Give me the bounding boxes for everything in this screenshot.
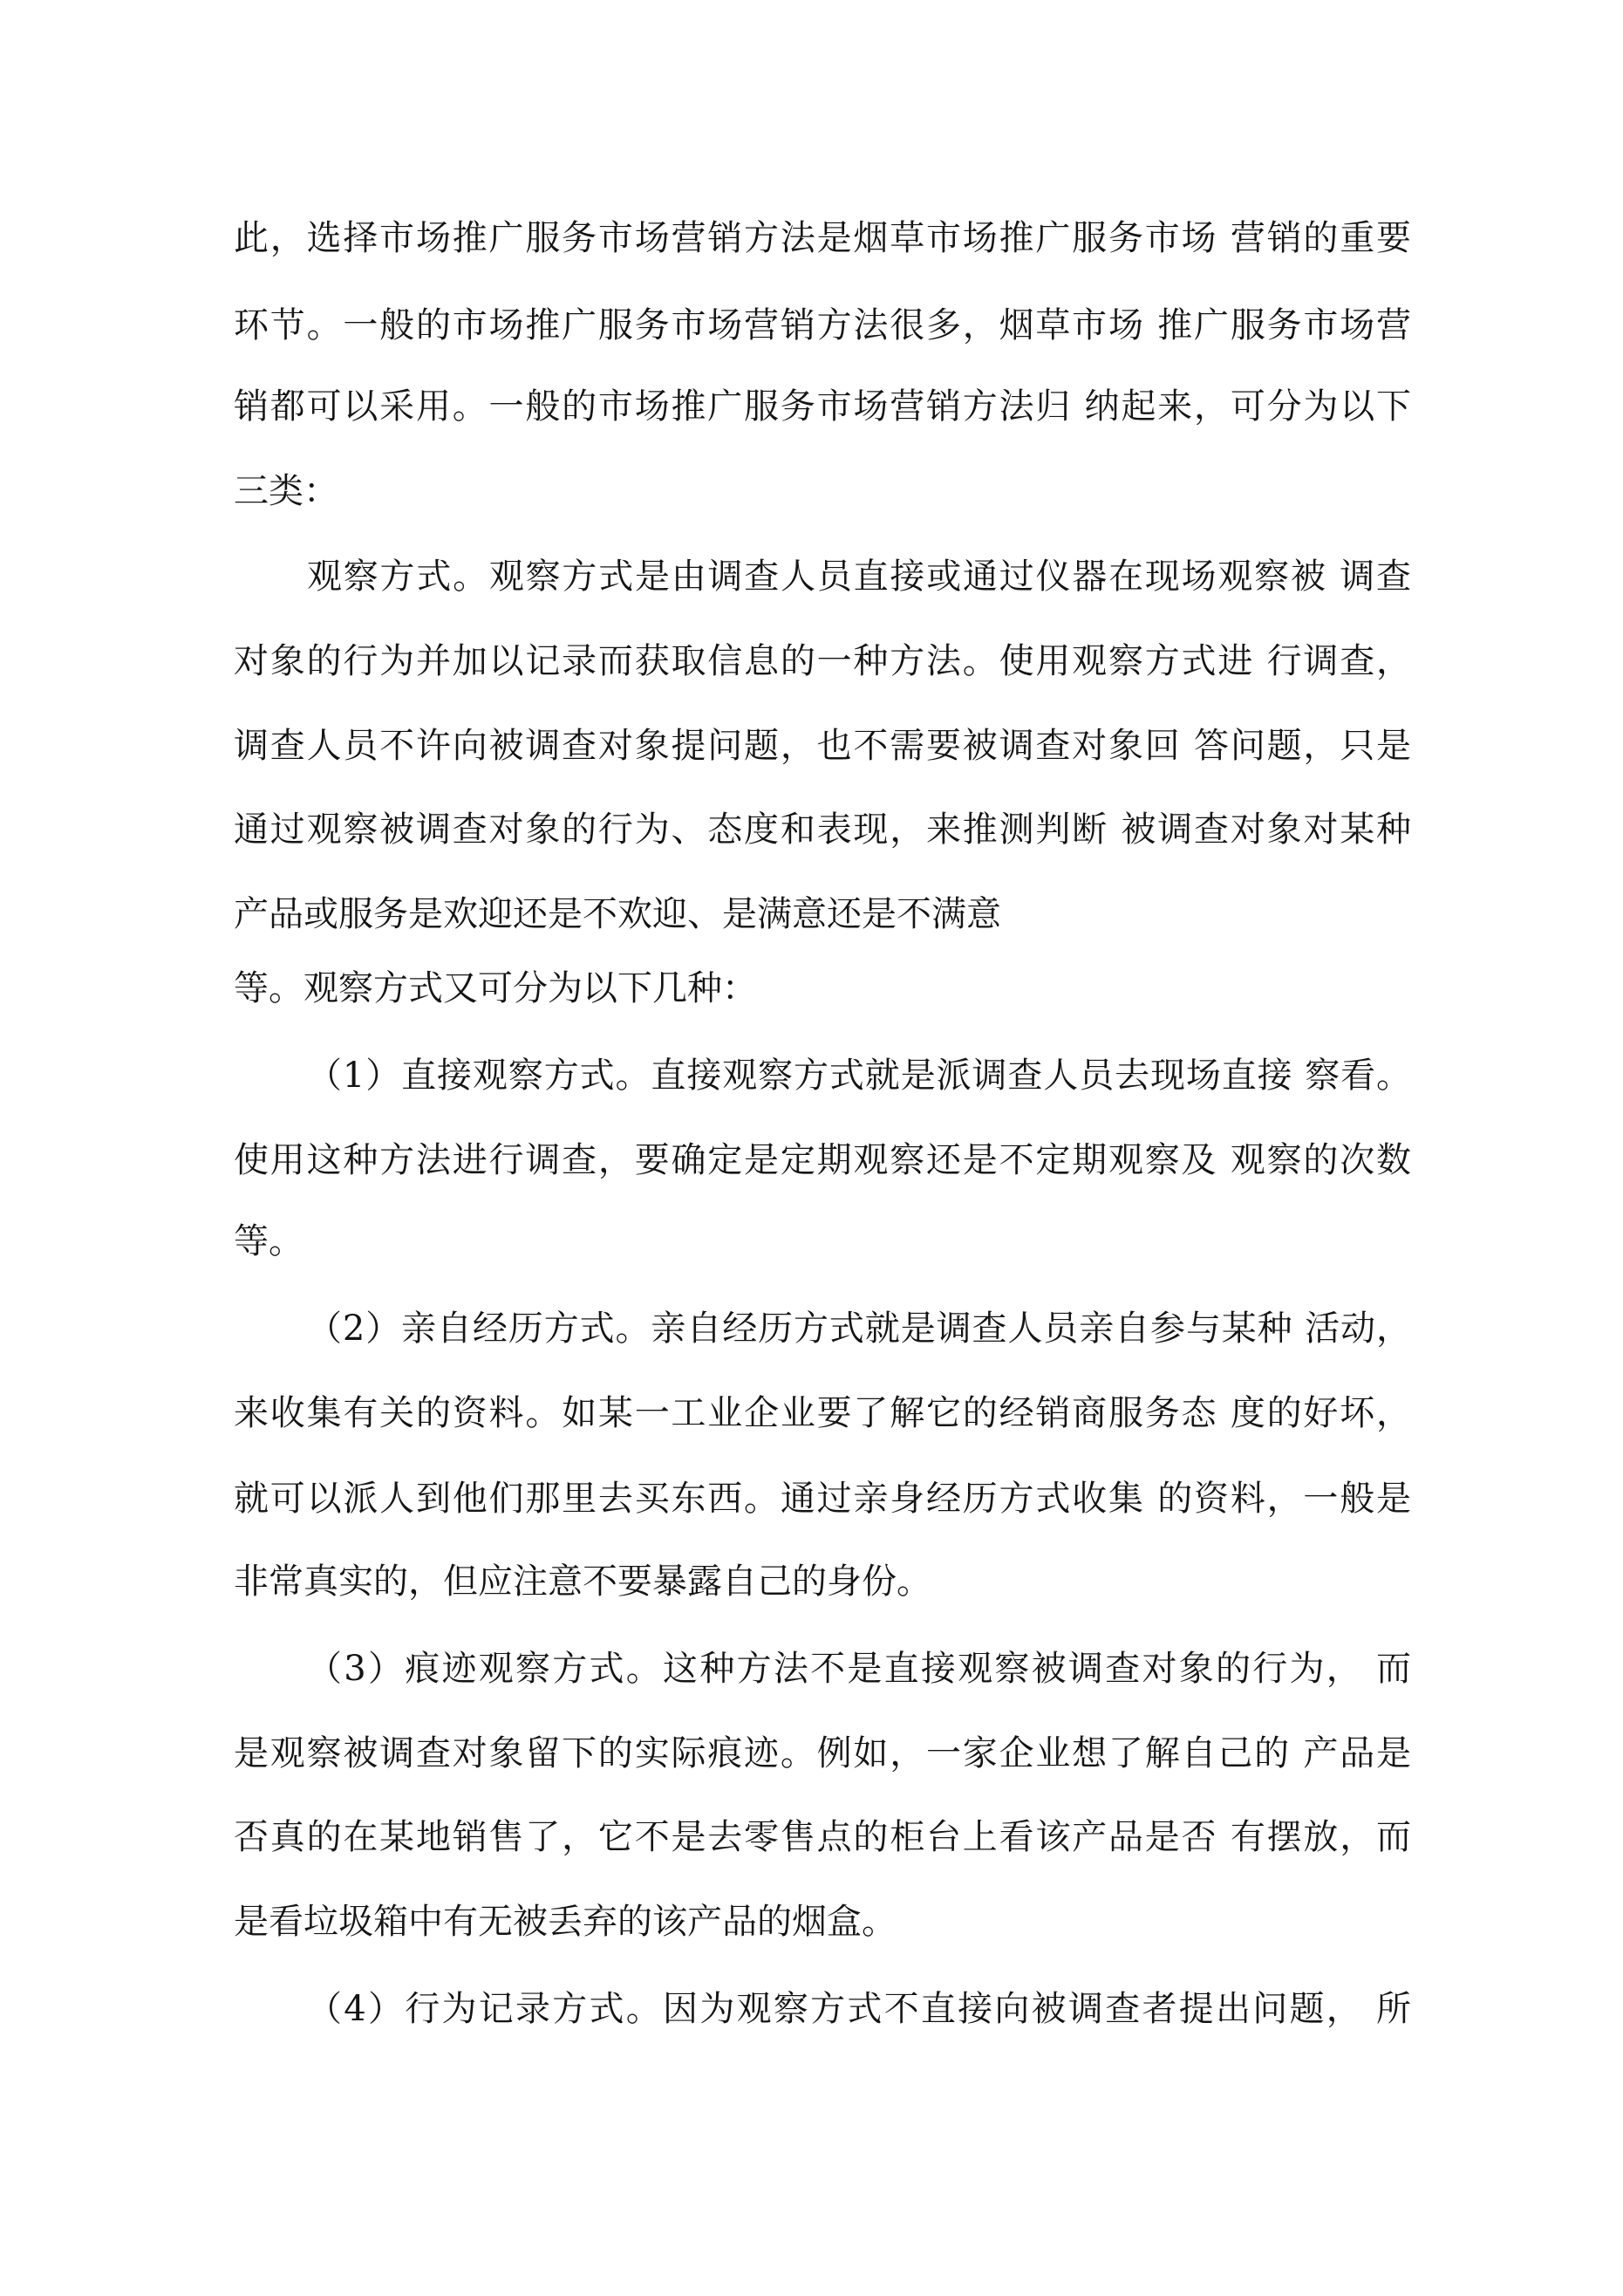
text-line-4: 三类： [234,471,338,511]
text-line-10: 等。观察方式又可分为以下几种： [234,968,757,1008]
text-line-12: 使用这种方法进行调查，要确定是定期观察还是不定期观察及 观察的次数 [234,1140,1411,1180]
text-line-2: 环节。一般的市场推广服务市场营销方法很多，烟草市场 推广服务市场营 [234,305,1411,345]
text-line-11: （1）直接观察方式。直接观察方式就是派调查人员去现场直接 察看。 [307,1056,1411,1096]
text-line-7: 调查人员不许向被调查对象提问题，也不需要被调查对象回 答问题，只是 [234,726,1411,766]
text-line-18: （3）痕迹观察方式。这种方法不是直接观察被调查对象的行为， 而 [307,1649,1411,1689]
text-line-20: 否真的在某地销售了，它不是去零售点的柜台上看该产品是否 有摆放，而 [234,1817,1411,1857]
text-line-21: 是看垃圾箱中有无被丢弃的该产品的烟盒。 [234,1902,897,1942]
text-line-5: 观察方式。观察方式是由调查人员直接或通过仪器在现场观察被 调查 [307,557,1411,597]
text-line-17: 非常真实的，但应注意不要暴露自己的身份。 [234,1561,931,1602]
text-line-9: 产品或服务是欢迎还是不欢迎、是满意还是不满意 [234,894,1001,934]
text-line-15: 来收集有关的资料。如某一工业企业要了解它的经销商服务态 度的好坏， [234,1393,1411,1433]
text-line-14: （2）亲自经历方式。亲自经历方式就是调查人员亲自参与某种 活动， [307,1309,1411,1349]
text-line-19: 是观察被调查对象留下的实际痕迹。例如，一家企业想了解自己的 产品是 [234,1733,1411,1773]
text-line-8: 通过观察被调查对象的行为、态度和表现，来推测判断 被调查对象对某种 [234,810,1411,850]
text-line-22: （4）行为记录方式。因为观察方式不直接向被调查者提出问题， 所 [307,1989,1411,2029]
text-line-6: 对象的行为并加以记录而获取信息的一种方法。使用观察方式进 行调查， [234,641,1411,681]
text-line-13: 等。 [234,1221,303,1261]
text-line-16: 就可以派人到他们那里去买东西。通过亲身经历方式收集 的资料，一般是 [234,1479,1411,1519]
text-line-3: 销都可以采用。一般的市场推广服务市场营销方法归 纳起来，可分为以下 [234,386,1411,427]
text-line-1: 此，选择市场推广服务市场营销方法是烟草市场推广服务市场 营销的重要 [234,218,1411,258]
